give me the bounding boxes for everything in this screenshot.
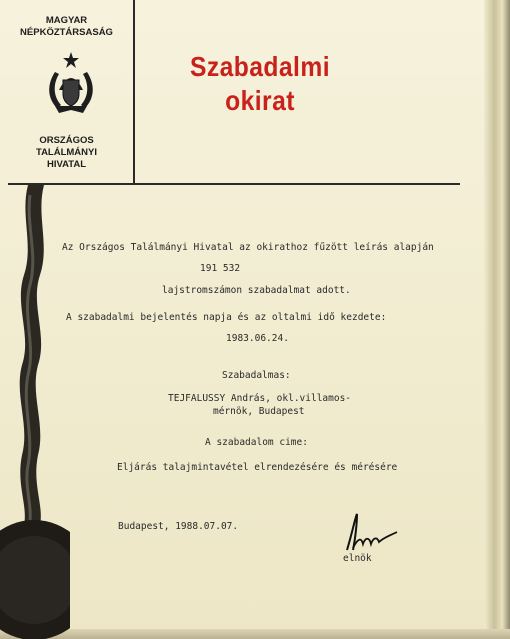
- filing-label: A szabadalmi bejelentés napja és az oltalmi idő kezdete:: [66, 312, 387, 323]
- patent-title-label: A szabadalom cime:: [205, 437, 308, 448]
- office-name: ORSZÁGOS TALÁLMÁNYI HIVATAL: [35, 135, 98, 170]
- registration-text: lajstromszámon szabadalmat adott.: [162, 285, 351, 296]
- patent-number: 191 532: [200, 263, 241, 274]
- holder-label: Szabadalmas:: [222, 370, 291, 381]
- signer-role: elnök: [343, 553, 372, 564]
- handwritten-signature: [343, 510, 403, 555]
- filing-date: 1983.06.24.: [226, 333, 289, 344]
- country-name: MAGYAR NÉPKÖZTÁRSASÁG: [20, 15, 113, 38]
- document-title: Szabadalmi okirat: [190, 51, 330, 116]
- place-and-date: Budapest, 1988.07.07.: [118, 521, 239, 532]
- holder-line-1: TEJFALUSSY András, okl.villamos-: [168, 393, 352, 404]
- patent-title: Eljárás talajmintavétel elrendezésére és mérésére: [117, 462, 398, 473]
- intro-text: Az Országos Találmányi Hivatal az okirathoz fűzött leírás alapján: [62, 242, 434, 253]
- holder-line-2: mérnök, Budapest: [213, 406, 305, 417]
